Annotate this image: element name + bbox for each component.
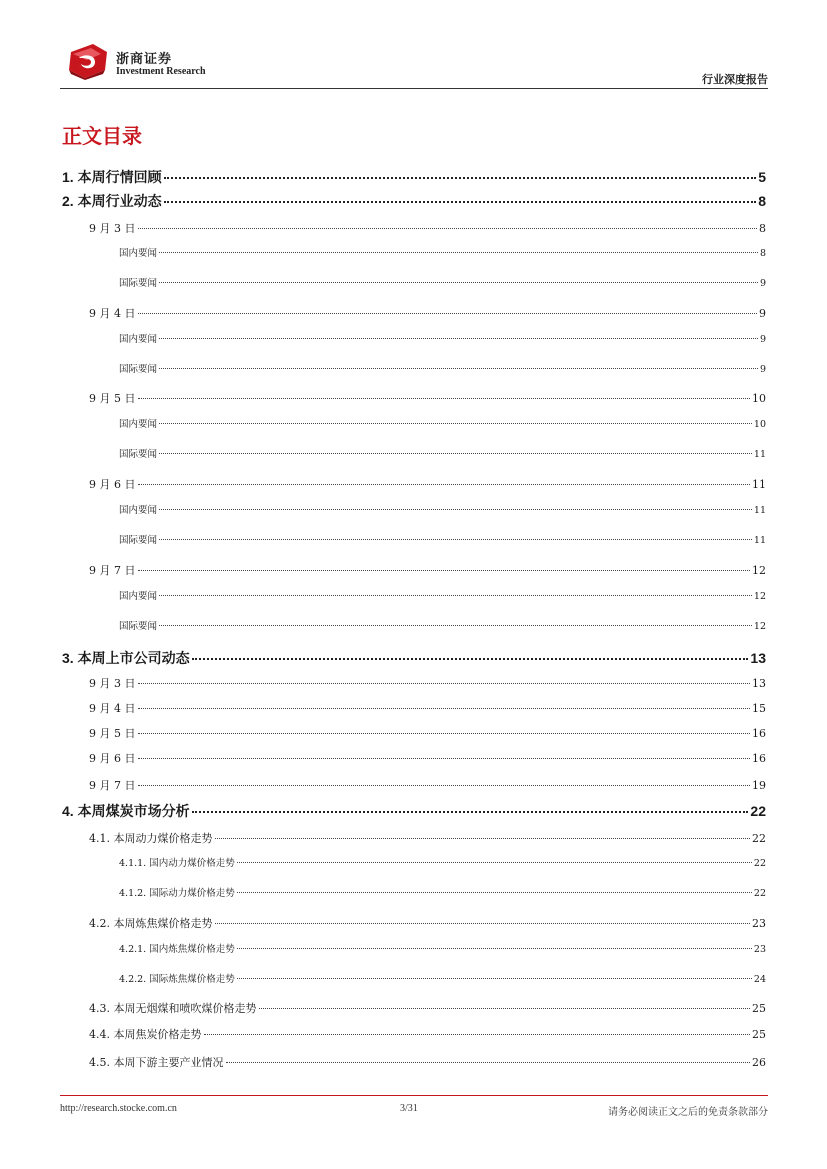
toc-entry-page: 11 — [753, 449, 766, 460]
toc-entry[interactable] — [119, 361, 766, 375]
toc-leader-dots — [237, 978, 752, 979]
toc-entry-label: 9 月 7 日 — [89, 564, 136, 577]
toc-entry-page: 10 — [753, 419, 766, 430]
toc-entry-page: 23 — [753, 944, 766, 955]
toc-entry[interactable] — [89, 675, 766, 691]
toc-entry-label: 4.1. 本周动力煤价格走势 — [89, 832, 213, 845]
toc-entry-page: 16 — [752, 752, 766, 765]
toc-leader-dots — [138, 313, 758, 314]
toc-entry-label: 9 月 3 日 — [89, 677, 136, 690]
toc-entry[interactable] — [89, 1054, 766, 1070]
toc-leader-dots — [138, 683, 751, 684]
toc-leader-dots — [259, 1008, 751, 1009]
toc-leader-dots — [192, 811, 749, 813]
toc-leader-dots — [138, 228, 758, 229]
toc-entry[interactable] — [119, 971, 766, 985]
toc-entry-label: 9 月 6 日 — [89, 478, 136, 491]
toc-entry[interactable] — [89, 390, 766, 406]
toc-entry-page: 11 — [752, 478, 766, 491]
toc-entry-label: 国际要闻 — [119, 449, 158, 460]
toc-entry-page: 22 — [753, 858, 766, 869]
toc-entry-page: 24 — [753, 974, 766, 985]
toc-entry-label: 国内要闻 — [119, 419, 158, 430]
toc-entry[interactable] — [89, 700, 766, 716]
toc-entry-label: 4.5. 本周下游主要产业情况 — [89, 1056, 224, 1069]
toc-leader-dots — [226, 1062, 751, 1063]
toc-title: 正文目录 — [62, 124, 142, 148]
toc-leader-dots — [138, 398, 751, 399]
toc-entry[interactable] — [89, 830, 766, 846]
toc-entry-page: 10 — [752, 392, 766, 405]
toc-entry-label: 9 月 5 日 — [89, 392, 136, 405]
toc-entry[interactable] — [89, 220, 766, 236]
toc-leader-dots — [138, 570, 751, 571]
toc-entry[interactable] — [119, 618, 766, 632]
toc-entry-label: 9 月 5 日 — [89, 727, 136, 740]
toc-leader-dots — [237, 948, 752, 949]
toc-entry[interactable] — [119, 532, 766, 546]
toc-leader-dots — [138, 733, 751, 734]
company-logo-icon — [65, 40, 111, 80]
toc-leader-dots — [159, 509, 752, 510]
toc-entry[interactable] — [89, 777, 766, 793]
toc-entry-label: 4.1.2. 国际动力煤价格走势 — [119, 888, 235, 899]
toc-leader-dots — [138, 708, 751, 709]
toc-entry-page: 8 — [758, 193, 766, 209]
toc-entry-label: 9 月 6 日 — [89, 752, 136, 765]
toc-leader-dots — [159, 595, 752, 596]
toc-entry[interactable] — [89, 915, 766, 931]
footer-page-number: 3/31 — [400, 1103, 418, 1114]
toc-entry[interactable] — [119, 855, 766, 869]
toc-leader-dots — [138, 484, 751, 485]
toc-entry-label: 国内要闻 — [119, 248, 158, 259]
toc-entry-label: 4.2. 本周炼焦煤价格走势 — [89, 917, 213, 930]
brand-name-cn: 浙商证券 — [116, 52, 173, 67]
toc-entry-page: 22 — [750, 803, 766, 819]
toc-leader-dots — [159, 338, 758, 339]
toc-entry-label: 4.2.1. 国内炼焦煤价格走势 — [119, 944, 235, 955]
toc-entry[interactable] — [89, 1026, 766, 1042]
toc-entry-label: 4.4. 本周焦炭价格走势 — [89, 1028, 202, 1041]
toc-entry-label: 4.1.1. 国内动力煤价格走势 — [119, 858, 235, 869]
header-divider — [60, 88, 768, 89]
toc-entry-page: 23 — [752, 917, 766, 930]
toc-entry-label: 4.2.2. 国际炼焦煤价格走势 — [119, 974, 235, 985]
report-type: 行业深度报告 — [702, 73, 768, 86]
toc-entry-label: 国内要闻 — [119, 334, 158, 345]
toc-entry-label: 国际要闻 — [119, 364, 158, 375]
toc-entry-label: 国内要闻 — [119, 505, 158, 516]
toc-entry[interactable] — [119, 446, 766, 460]
toc-leader-dots — [164, 177, 757, 179]
toc-entry-page: 11 — [753, 535, 766, 546]
toc-entry-page: 9 — [759, 307, 766, 320]
toc-entry[interactable] — [89, 1000, 766, 1016]
footer-disclaimer-note: 请务必阅读正文之后的免责条款部分 — [608, 1107, 768, 1118]
toc-entry[interactable] — [119, 331, 766, 345]
toc-leader-dots — [159, 252, 758, 253]
toc-leader-dots — [159, 282, 758, 283]
toc-entry-page: 12 — [752, 564, 766, 577]
toc-entry-label: 9 月 3 日 — [89, 222, 136, 235]
toc-entry[interactable] — [62, 648, 766, 668]
toc-entry-page: 15 — [752, 702, 766, 715]
toc-entry-page: 26 — [752, 1056, 766, 1069]
toc-entry[interactable] — [62, 167, 766, 187]
toc-entry-page: 8 — [759, 248, 766, 259]
toc-entry[interactable] — [119, 416, 766, 430]
toc-entry-label: 9 月 4 日 — [89, 702, 136, 715]
toc-entry-page: 9 — [759, 364, 766, 375]
toc-leader-dots — [159, 423, 752, 424]
footer-divider — [60, 1095, 768, 1096]
toc-leader-dots — [237, 862, 752, 863]
toc-leader-dots — [204, 1034, 751, 1035]
toc-entry[interactable] — [119, 885, 766, 899]
toc-entry-page: 16 — [752, 727, 766, 740]
toc-entry-label: 国际要闻 — [119, 535, 158, 546]
toc-leader-dots — [192, 658, 749, 660]
toc-entry[interactable] — [119, 588, 766, 602]
toc-entry[interactable] — [89, 725, 766, 741]
toc-entry-label: 9 月 4 日 — [89, 307, 136, 320]
toc-leader-dots — [237, 892, 752, 893]
toc-entry[interactable] — [119, 502, 766, 516]
toc-entry-label: 2. 本周行业动态 — [62, 193, 162, 209]
toc-entry-page: 9 — [759, 334, 766, 345]
toc-entry-page: 13 — [752, 677, 766, 690]
toc-entry-page: 22 — [753, 888, 766, 899]
toc-entry[interactable] — [89, 305, 766, 321]
toc-entry-page: 25 — [752, 1002, 766, 1015]
toc-entry[interactable] — [89, 562, 766, 578]
toc-entry-label: 国际要闻 — [119, 621, 158, 632]
toc-leader-dots — [159, 453, 752, 454]
toc-entry-label: 国际要闻 — [119, 278, 158, 289]
toc-leader-dots — [164, 201, 757, 203]
toc-entry-page: 19 — [752, 779, 766, 792]
toc-entry-label: 3. 本周上市公司动态 — [62, 650, 190, 666]
toc-entry[interactable] — [89, 476, 766, 492]
toc-entry-label: 4. 本周煤炭市场分析 — [62, 803, 190, 819]
toc-leader-dots — [159, 625, 752, 626]
toc-leader-dots — [159, 368, 758, 369]
toc-leader-dots — [215, 838, 751, 839]
page-header — [60, 36, 768, 88]
toc-entry-label: 4.3. 本周无烟煤和喷吹煤价格走势 — [89, 1002, 257, 1015]
toc-leader-dots — [138, 785, 751, 786]
toc-entry[interactable] — [62, 191, 766, 211]
toc-entry-label: 9 月 7 日 — [89, 779, 136, 792]
brand-name-en: Investment Research — [116, 66, 206, 77]
toc-leader-dots — [159, 539, 752, 540]
toc-entry-page: 5 — [758, 169, 766, 185]
toc-entry[interactable] — [119, 275, 766, 289]
toc-entry-page: 12 — [753, 621, 766, 632]
toc-entry[interactable] — [119, 245, 766, 259]
toc-leader-dots — [215, 923, 751, 924]
toc-entry[interactable] — [89, 750, 766, 766]
toc-entry[interactable] — [62, 801, 766, 821]
toc-leader-dots — [138, 758, 751, 759]
footer-url[interactable]: http://research.stocke.com.cn — [60, 1103, 177, 1114]
toc-entry-page: 12 — [753, 591, 766, 602]
toc-entry-label: 国内要闻 — [119, 591, 158, 602]
toc-entry-label: 1. 本周行情回顾 — [62, 169, 162, 185]
toc-entry-page: 25 — [752, 1028, 766, 1041]
toc-entry-page: 13 — [750, 650, 766, 666]
toc-entry[interactable] — [119, 941, 766, 955]
toc-entry-page: 8 — [759, 222, 766, 235]
toc-entry-page: 11 — [753, 505, 766, 516]
toc-entry-page: 9 — [759, 278, 766, 289]
toc-entry-page: 22 — [752, 832, 766, 845]
